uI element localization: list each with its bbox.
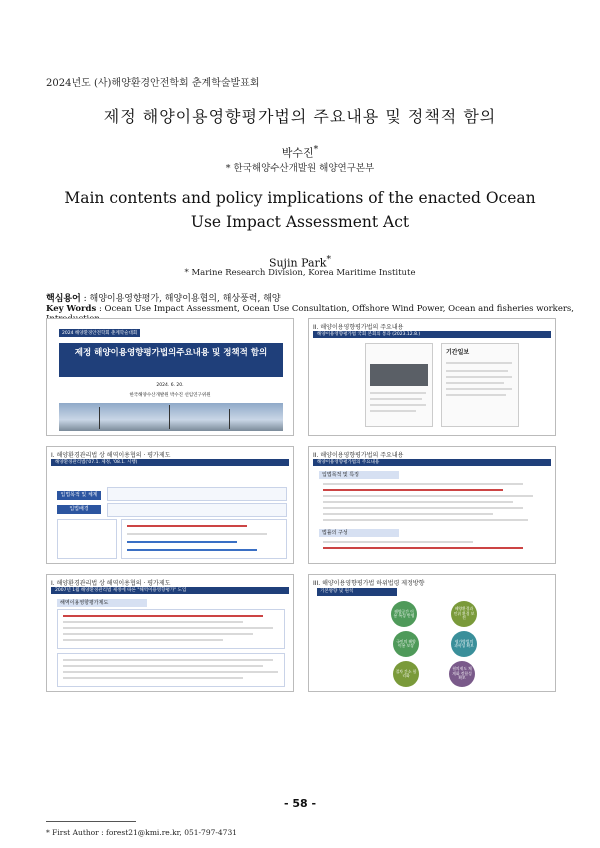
slide-impact-assessment-intro xyxy=(46,574,294,692)
keywords-english: Key Words : Ocean Use Impact Assessment, Ocean Use Consultation, Offshore Wind Power, Ocean and fisheries workers, xyxy=(46,304,574,314)
slide-title: III. 해양이용영향평가법 하위법령 제정방향 xyxy=(313,580,425,587)
slide-marine-env-act xyxy=(46,446,294,564)
slide-main-contents xyxy=(308,446,556,564)
slide-title: II. 해양이용영향평가법의 주요내용 xyxy=(313,452,404,459)
principle-circle-3: 국민의 해양이용 보장 xyxy=(393,631,419,657)
section-purpose: 입법목적 및 특징 xyxy=(319,471,399,479)
news-article-right xyxy=(441,343,519,427)
slide-cover xyxy=(46,318,294,436)
slide-bar: 해양이용영향평가법 국회 본회의 통과 (2023.12.8.) xyxy=(313,331,551,338)
tag-purpose: 입법목적 및 체계 xyxy=(57,491,101,500)
principle-circle-4: 평가방법의 과학성 확보 xyxy=(451,631,477,657)
slide-cover-title: 제정 해양이용영향평가법의주요내용 및 정책적 함의 xyxy=(59,343,283,377)
principle-circle-5: 절차 간소 합리화 xyxy=(393,661,419,687)
principle-circle-1: 해양공간 이용 특성 반영 xyxy=(391,601,417,627)
korean-author: 박수진* xyxy=(281,144,319,160)
slide-cover-org: 한국해양수산개발원 박수진 선임연구위원 xyxy=(129,393,211,398)
footnote-divider xyxy=(46,821,136,822)
slide-title: I. 해양환경관리법 상 해역이용협의 · 평가제도 xyxy=(51,452,171,459)
section-structure: 법률의 구성 xyxy=(319,529,399,537)
news-masthead: 기간일보 xyxy=(446,349,470,356)
slide-law-passed xyxy=(308,318,556,436)
slide-subordinate-law-direction xyxy=(308,574,556,692)
tag-background: 입법배경 xyxy=(57,505,101,514)
section-principles: 기본방향 및 원칙 xyxy=(317,588,397,596)
slide-title: II. 해양이용영향평가법의 주요내용 xyxy=(313,324,404,331)
section-system: 해역이용영향평가제도 xyxy=(57,599,147,607)
korean-affiliation: * 한국해양수산개발원 해양연구본부 xyxy=(225,163,375,174)
principle-circle-2: 해양환경과 인위 환경 보전 xyxy=(451,601,477,627)
slide-bar: 2007년 1월 해양환경관리법 제정에 따른 "해역이용영향평가" 도입 xyxy=(51,587,289,594)
principle-circle-6: 협의제도 체계화 정합성 확보 xyxy=(449,661,475,687)
conference-header: 2024년도 (사)해양환경안전학회 춘계학술발표회 xyxy=(46,78,260,89)
english-title: Main contents and policy implications of the enacted Ocean Use Impact Assessment Act xyxy=(64,189,536,231)
slide-bar: 해양환경관리법('07.1. 제정, '08.1. 시행) xyxy=(51,459,289,466)
page-number: - 58 - xyxy=(283,797,317,810)
keywords-korean: 핵심용어 : 해양이용영향평가, 해양이용협의, 해상풍력, 해양 xyxy=(46,294,281,304)
korean-title: 제정 해양이용영향평가법의 주요내용 및 정책적 함의 xyxy=(103,107,497,126)
english-affiliation: * Marine Research Division, Korea Maritime Institute xyxy=(184,268,416,278)
slide-title: I. 해양환경관리법 상 해역이용협의 · 평가제도 xyxy=(51,580,171,587)
footnote: * First Author : forest21@kmi.re.kr, 051-797-4731 xyxy=(46,828,237,837)
slide-cover-date: 2024. 6. 20. xyxy=(156,383,184,388)
english-author: Sujin Park* xyxy=(268,254,332,270)
news-article-left xyxy=(365,343,433,427)
wind-farm-photo xyxy=(59,403,283,431)
slide-bar: 해양이용영향평가법의 주요내용 xyxy=(313,459,551,466)
slide-cover-label: 2024 해양환경안전학회 춘계학술대회 xyxy=(59,329,140,337)
